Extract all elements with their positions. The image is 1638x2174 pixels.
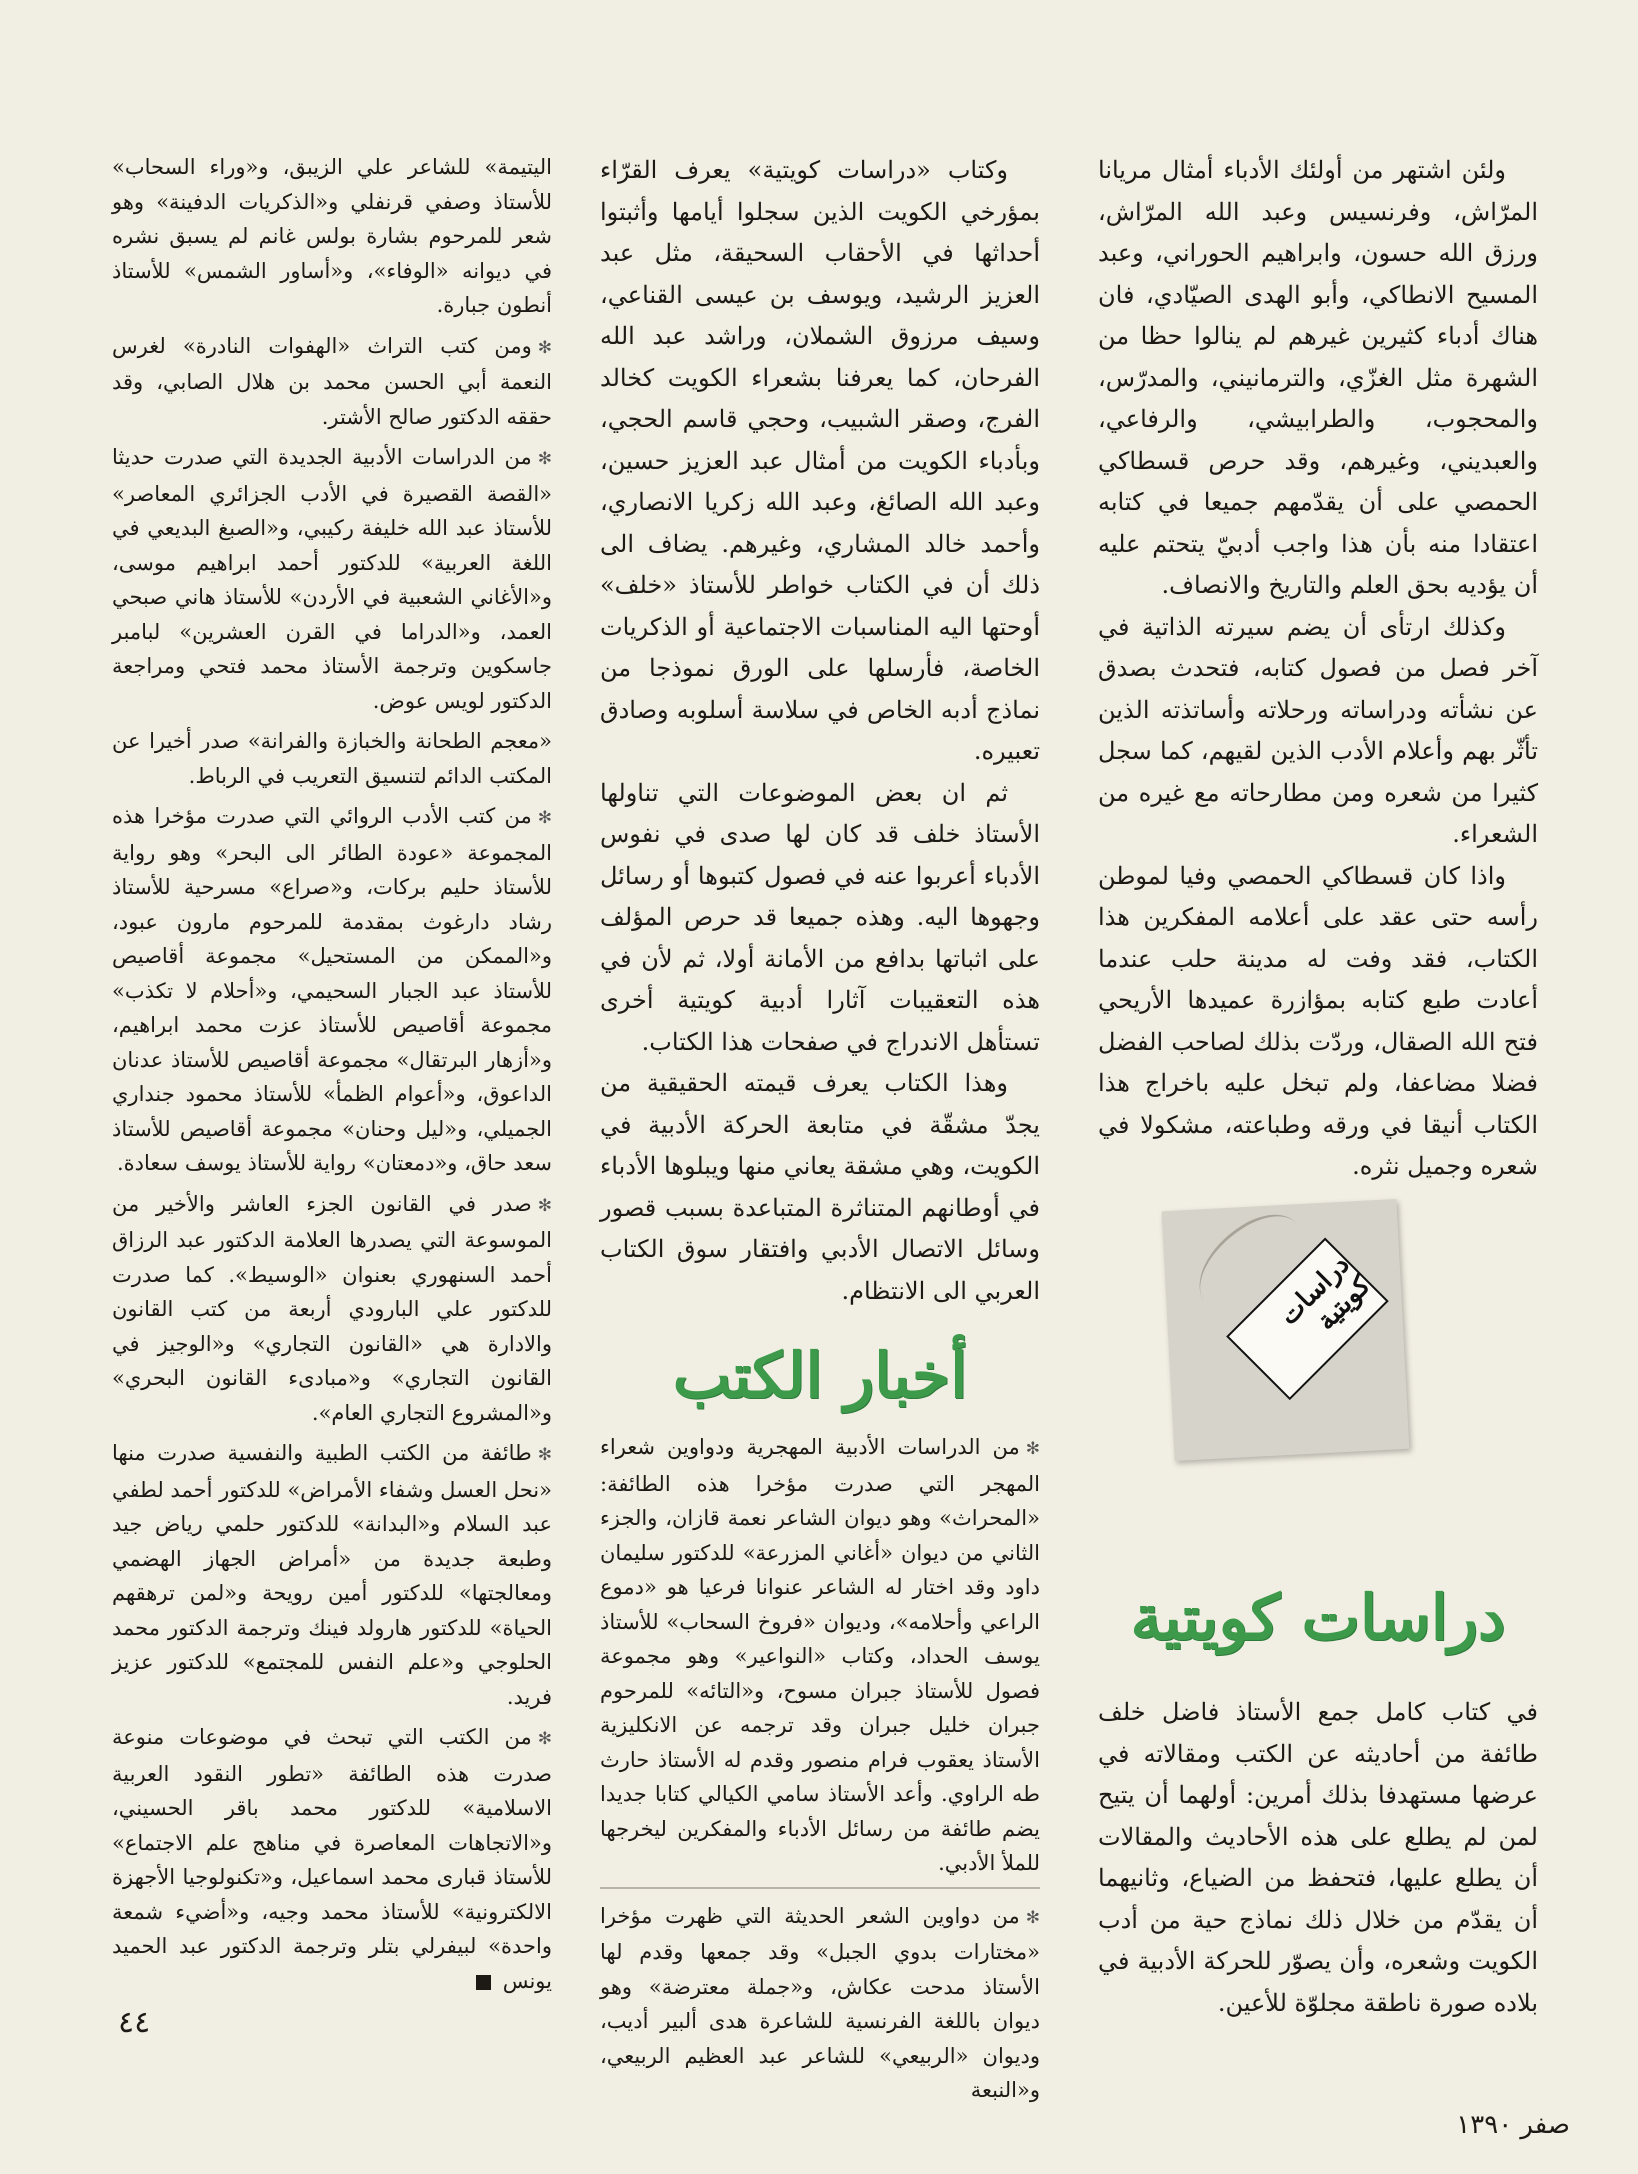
news-item (112, 799, 552, 1181)
issue-date: صفر ١٣٩٠ (1456, 2110, 1570, 2140)
article-paragraph: ولئن اشتهر من أولئك الأدباء أمثال مريانا المرّاش، وفرنسيس وعبد الله المرّاش، ورزق الله حسون، وابراهيم الحوراني، وعبد المسيح الانطاكي، وأبو الهدى الصيّادي، فان هناك أدباء كثيرين غيرهم لم ينالوا حظا من الشهرة مثل الغزّي، والترمانيني، والمدرّس، والمحجوب، والطرابيشي، والرفاعي، والعبديني، وغيرهم، وقد حرص قسطاكي الحمصي على أن يقدّمهم جميعا في كتابه اعتقادا منه بأن هذا واجب أدبيّ يتحتم عليه أن يؤديه بحق العلم والتاريخ والانصاف. (1098, 156, 1538, 599)
asterisk-icon: ✻ (537, 1445, 552, 1465)
news-item (112, 724, 552, 793)
asterisk-icon: ✻ (537, 1729, 552, 1749)
article-column-right (1098, 150, 1538, 1260)
article-paragraph: وكتاب «دراسات كويتية» يعرف القرّاء بمؤرخي الكويت الذين سجلوا أيامها وأثبتوا أحداثها في الأحقاب السحيقة، مثل عبد العزيز الرشيد، ويوسف بن عيسى القناعي، وسيف مرزوق الشملان، وراشد عبد الله الفرحان، كما يعرفنا بشعراء الكويت كخالد الفرج، وصقر الشبيب، وحجي قاسم الحجي، وبأدباء الكويت من أمثال عبد العزيز حسين، وعبد الله الصائغ، وعبد الله زكريا الانصاري، وأحمد خالد المشاري، وغيرهم. يضاف الى ذلك أن في الكتاب خواطر للأستاذ «خلف» أوحتها اليه المناسبات الاجتماعية أو الذكريات الخاصة، فأرسلها على الورق نموذجا من نماذج أدبه الخاص في سلاسة أسلوبه وصادق تعبيره. (600, 156, 1040, 765)
article-column-right-bottom (1098, 1668, 1538, 2048)
news-item-text: طائفة من الكتب الطبية والنفسية صدرت منها «نحل العسل وشفاء الأمراض» للدكتور أحمد لطفي عبد السلام و«البدانة» للدكتور حلمي رياض جيد وطبعة جديدة من «أمراض الجهاز الهضمي ومعالجتها» للدكتور أمين رويحة و«لمن ترهقهم الحياة» للدكتور هارولد فينك وترجمة الدكتور محمد الحلوجي و«علم النفس للمجتمع» للدكتور عزيز فريد. (112, 1441, 552, 1709)
news-item (112, 150, 552, 323)
news-item (112, 1720, 552, 1998)
asterisk-icon: ✻ (537, 1195, 552, 1216)
asterisk-icon: ✻ (537, 337, 552, 358)
news-list (600, 1430, 1040, 2108)
news-item-text: من دواوين الشعر الحديثة التي ظهرت مؤخرا «مختارات بدوي الجبل» وقد جمعها وقدم لها الأستاذ مدحت عكاش، و«جملة معترضة» وهو ديوان باللغة الفرنسية للشاعرة هدى ألبير أديب، وديوان «الربيعي» للشاعر عبد العظيم الربيعي، و«النبعة (600, 1903, 1040, 2102)
article-paragraph: وهذا الكتاب يعرف قيمته الحقيقية من يجدّ مشقّة في متابعة الحركة الأدبية في الكويت، وهي مشقة يعاني منها ويبلوها الأدباء في أوطانهم المتناثرة المتباعدة بسبب قصور وسائل الاتصال الأدبي وافتقار سوق الكتاب العربي الى الانتظام. (600, 1069, 1040, 1305)
asterisk-icon: ✻ (537, 808, 552, 828)
article-paragraph: ثم ان بعض الموضوعات التي تناولها الأستاذ خلف قد كان لها صدى في نفوس الأدباء أعربوا عنه في فصول كتبوها أو رسائل وجهوها اليه. وهذه جميعا قد حرص المؤلف على اثباتها بدافع من الأمانة أولا، ثم لأن في هذه التعقيبات آثارا أدبية كويتية أخرى تستأهل الاندراج في صفحات هذا الكتاب. (600, 778, 1041, 1056)
article-paragraph: واذا كان قسطاكي الحمصي وفيا لموطن رأسه حتى عقد على أعلامه المفكرين هذا الكتاب، فقد وفت له مدينة حلب عندما أعادت طبع كتابه بمؤازرة عميدها الأريحي فتح الله الصقال، وردّت بذلك لصاحب الفضل فضلا مضاعفا، ولم تبخل عليه باخراج هذا الكتاب أنيقا في ورقه وطباعته، مشكولا في شعره وجميل نثره. (1098, 861, 1538, 1180)
section-heading-kuwaiti-studies (1098, 1578, 1538, 1658)
article-paragraph: وكذلك ارتأى أن يضم سيرته الذاتية في آخر فصل من فصول كتابه، فتحدث بصدق عن نشأته ودراساته ورحلاته وأساتذته الذين تأثّر بهم وأعلام الأدب الذين لقيهم، كما سجل كثيرا من شعره ومن مطارحاته مع غيره من الشعراء. (1098, 612, 1538, 848)
end-of-article-icon (476, 1975, 491, 1990)
article-column-middle (600, 150, 1041, 2102)
news-item (112, 1187, 552, 1431)
book-cover-image (1162, 1199, 1410, 1461)
news-item (600, 1899, 1040, 2108)
news-item-text: صدر في القانون الجزء العاشر والأخير من الموسوعة التي يصدرها العلامة الدكتور عبد الرزاق أحمد السنهوري بعنوان «الوسيط». كما صدرت للدكتور علي البارودي أربعة من كتب القانون والادارة هي «القانون التجاري» و«الوجيز في القانون التجاري» و«مبادىء القانون البحري» و«المشروع التجاري العام». (112, 1191, 552, 1425)
news-item (600, 1430, 1040, 1881)
news-item-text: ومن كتب التراث «الهفوات النادرة» لغرس النعمة أبي الحسن محمد بن هلال الصابي، وقد حققه الدكتور صالح الأشتر. (112, 333, 552, 429)
asterisk-icon: ✻ (1025, 1439, 1040, 1459)
news-item-text: من كتب الأدب الروائي التي صدرت مؤخرا هذه المجموعة «عودة الطائر الى البحر» وهو رواية للأستاذ حليم بركات، و«صراع» مسرحية للأستاذ رشاد دارغوث بمقدمة للمرحوم مارون عبود، و«الممكن من المستحيل» مجموعة أقاصيص للأستاذ عبد الجبار السحيمي، و«أحلام لا تكذب» مجموعة أقاصيص للأستاذ عزت محمد ابراهيم، و«أزهار البرتقال» مجموعة أقاصيص للأستاذ عدنان الداعوق، و«أعوام الظمأ» للأستاذ محمود جنداري الجميلي، و«ليل وحنان» مجموعة أقاصيص للأستاذ سعد حاق، و«دمعتان» رواية للأستاذ يوسف سعادة. (112, 804, 552, 1175)
heading-text: أخبار الكتب (672, 1339, 968, 1412)
news-item-text: من الكتب التي تبحث في موضوعات منوعة صدرت هذه الطائفة «تطور النقود العربية الاسلامية» للدكتور محمد باقر الحسيني، و«الاتجاهات المعاصرة في مناهج علم الاجتماع» للأستاذ قبارى محمد اسماعيل، و«تكنولوجيا الأجهزة الالكترونية» للأستاذ محمد وجيه، و«أضيء شمعة واحدة» لبيفرلي بتلر وترجمة الدكتور عبد الحميد يونس (112, 1725, 552, 1993)
asterisk-icon: ✻ (537, 449, 552, 469)
news-item (112, 440, 552, 718)
book-cover-title: دراسات كويتية (1226, 1238, 1389, 1401)
news-item-text: من الدراسات الأدبية المهجرية ودواوين شعراء المهجر التي صدرت مؤخرا هذه الطائفة: «المحراث» وهو ديوان الشاعر نعمة قازان، والجزء الثاني من ديوان «أغاني المزرعة» للدكتور سليمان داود وقد اختار له الشاعر عنوانا فرعيا هو «دموع الراعي وأحلامه»، وديوان «فروخ السحاب» للأستاذ يوسف الحداد، وكتاب «النواعير» وهو مجموعة فصول للأستاذ جبران مسوح، و«التائه» للمرحوم جبران خليل جبران وقد ترجمه عن الانكليزية الأستاذ يعقوب فرام منصور وقدم له الأستاذ حارث طه الراوي. وأعد الأستاذ سامي الكيالي كتابا جديدا يضم طائفة من رسائل الأدباء والمفكرين ليخرجها للملأ الأدبي. (600, 1435, 1040, 1875)
article-column-left (112, 150, 552, 2080)
news-item-text: اليتيمة» للشاعر علي الزيبق، و«وراء السحاب» للأستاذ وصفي قرنفلي و«الذكريات الدفينة» وهو شعر للمرحوم بشارة بولس غانم لم يسبق نشره في ديوانه «الوفاء»، و«أساور الشمس» للأستاذ أنطون جبارة. (112, 155, 552, 317)
news-item-text: «معجم الطحانة والخبازة والفرانة» صدر أخيرا عن المكتب الدائم لتنسيق التعريب في الرباط. (112, 729, 552, 788)
divider (600, 1887, 1040, 1889)
page-number: ٤٤ (118, 2005, 151, 2040)
heading-text: دراسات كويتية (1130, 1581, 1506, 1654)
asterisk-icon: ✻ (1025, 1907, 1040, 1928)
article-paragraph: في كتاب كامل جمع الأستاذ فاضل خلف طائفة من أحاديثه عن الكتب ومقالاته في عرضها مستهدفا بذلك أمرين: أولهما أن يتيح لمن لم يطلع على هذه الأحاديث والمقالات أن يطلع عليها، فتحفظ من الضياع، وثانيهما أن يقدّم من خلال ذلك نماذج حية من أدب الكويت وشعره، وأن يصوّر للحركة الأدبية في بلاده صورة ناطقة مجلوّة للأعين. (1098, 1698, 1538, 2017)
news-item-text: من الدراسات الأدبية الجديدة التي صدرت حديثا «القصة القصيرة في الأدب الجزائري المعاصر» للأستاذ عبد الله خليفة ركيبي، و«الصبغ البديعي في اللغة العربية» للدكتور أحمد ابراهيم موسى، و«الأغاني الشعبية في الأردن» للأستاذ هاني صبحي العمد، و«الدراما في القرن العشرين» لبامبر جاسكوين وترجمة الأستاذ محمد فتحي ومراجعة الدكتور لويس عوض. (112, 445, 552, 713)
news-item (112, 1436, 552, 1714)
section-heading-books-news (600, 1336, 1040, 1416)
news-item (112, 329, 552, 435)
